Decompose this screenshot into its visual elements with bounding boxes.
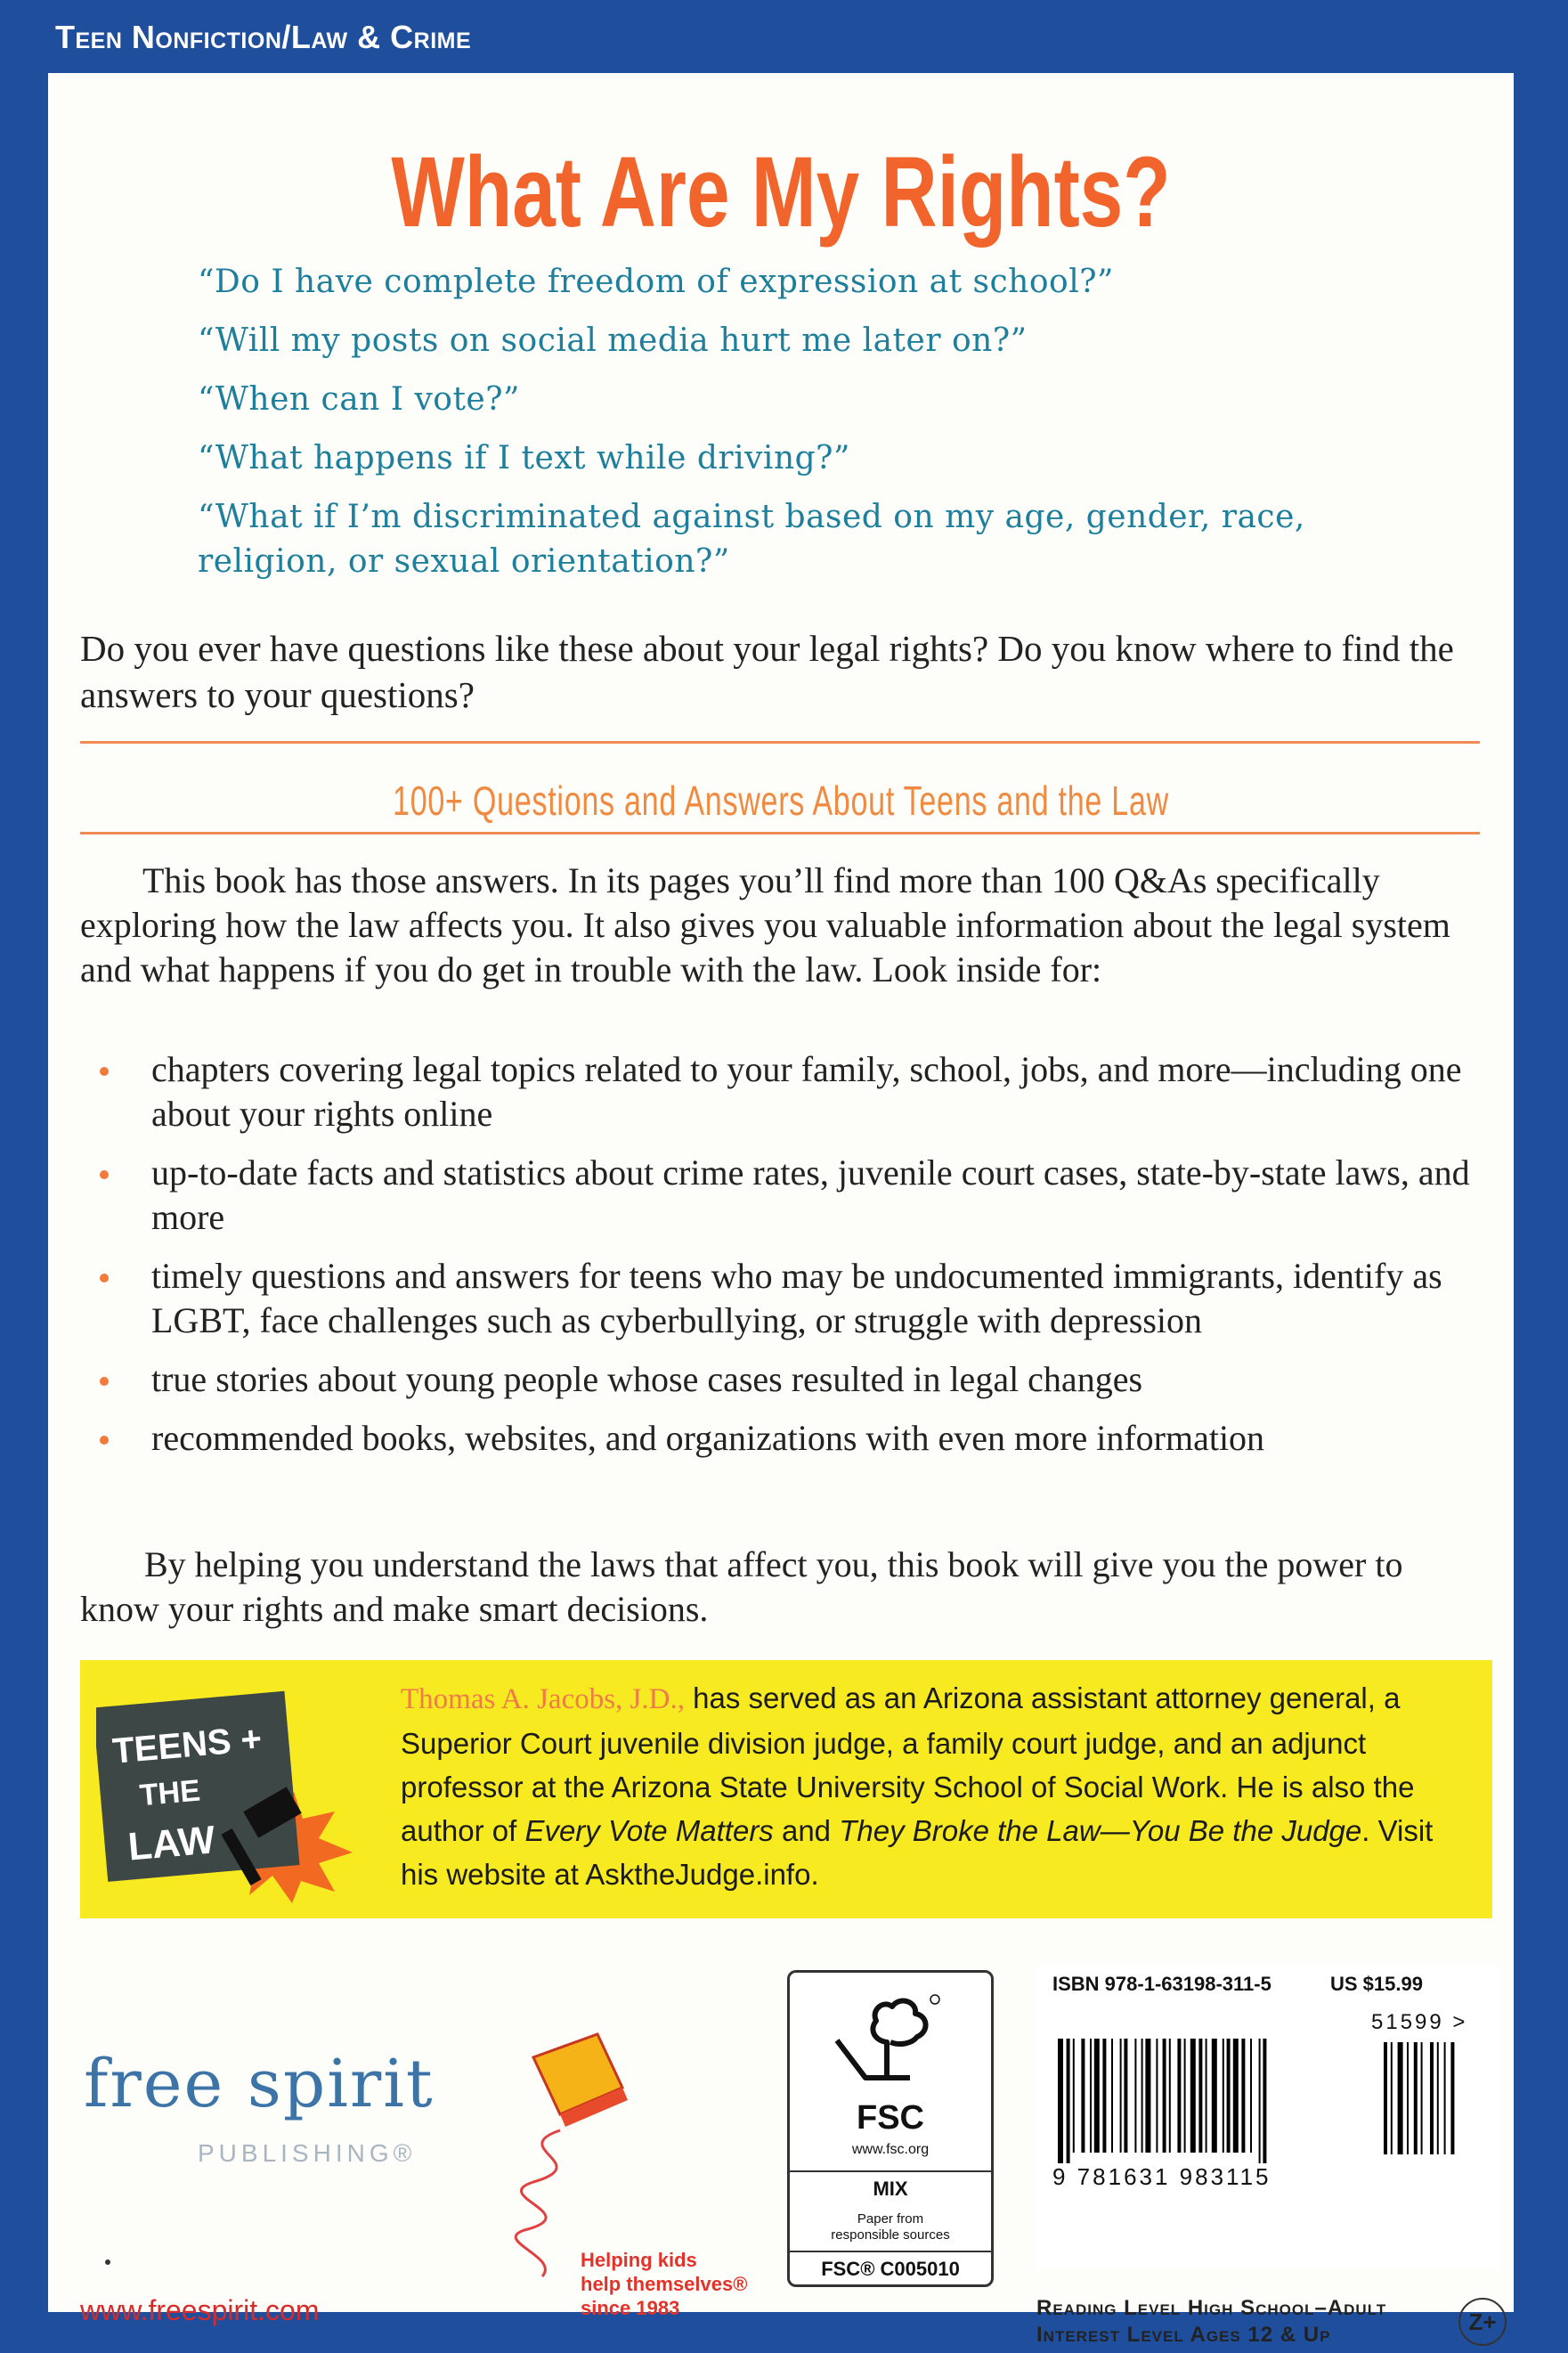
list-item	[80, 1151, 1487, 1240]
barcode-bar	[1430, 2042, 1434, 2154]
price: US $15.99	[1330, 1973, 1423, 1995]
barcode-bar	[1241, 2039, 1245, 2153]
subtitle: 100+ Questions and Answers About Teens and the Law	[393, 778, 1169, 824]
teens-law-badge-icon	[96, 1685, 363, 1903]
barcode-bar	[1206, 2039, 1207, 2153]
barcode-bar	[1223, 2039, 1224, 2153]
divider-top	[80, 741, 1480, 744]
barcode-bar	[1090, 2039, 1092, 2153]
barcode-bar	[1120, 2039, 1122, 2153]
barcode-bar	[1067, 2039, 1070, 2163]
barcode-bar	[1141, 2039, 1143, 2153]
barcode-bar	[1384, 2042, 1387, 2154]
website-link[interactable]: www.freespirit.com	[80, 2294, 320, 2326]
barcode-bar	[1233, 2039, 1239, 2153]
list-item	[80, 1416, 1487, 1461]
barcode-bar	[1184, 2039, 1186, 2153]
list-item	[80, 1254, 1487, 1343]
barcode-bar	[1407, 2042, 1409, 2154]
barcode-bar	[1134, 2039, 1136, 2153]
page-title: What Are My Rights?	[391, 136, 1171, 248]
barcode-bar	[1163, 2039, 1166, 2153]
barcode-bars-addon	[1384, 2042, 1454, 2154]
isbn-number: ISBN 978-1-63198-311-5	[1052, 1973, 1271, 1995]
barcode-digits: 9 781631 983115	[1052, 2163, 1271, 2190]
book-title: Every Vote Matters	[524, 1814, 774, 1847]
category-label: Teen Nonfiction/Law & Crime	[55, 19, 472, 55]
barcode-bar	[1190, 2039, 1196, 2153]
barcode-bar	[1391, 2042, 1393, 2154]
reading-level: Reading Level High School–Adult Interest Level Ages 12 & Up	[1036, 2296, 1387, 2347]
bullet-icon	[100, 1274, 109, 1282]
publisher-sub: PUBLISHING®	[198, 2139, 417, 2167]
question-item: “What if I’m discriminated against based on my age, gender, race, religion, or sexual orientation?”	[198, 499, 1305, 580]
badge-line2: THE	[138, 1773, 202, 1813]
barcode-bar	[1073, 2039, 1075, 2153]
barcode-bars-main	[1058, 2039, 1266, 2163]
list-item-text: up-to-date facts and statistics about crime rates, juvenile court cases, state-by-state laws, and more	[151, 1152, 1470, 1237]
author-box	[80, 1660, 1492, 1918]
barcode-bar	[1156, 2039, 1158, 2153]
badge-line3: LAW	[126, 1818, 217, 1869]
barcode-bar	[1177, 2039, 1181, 2153]
question-item: “When can I vote?”	[198, 381, 520, 418]
bullet-icon	[100, 1170, 109, 1179]
barcode-bar	[1437, 2042, 1439, 2154]
body-paragraph: This book has those answers. In its pages you’ll find more than 100 Q&As specifically exploring how the law affects you. It also gives you valuable information about the legal system and what happens if you do get in trouble with the law. Look inside for:	[80, 860, 1450, 989]
list-item-text: timely questions and answers for teens who may be undocumented immigrants, identify as LGBT, face challenges such as cyberbullying, or struggle with depression	[151, 1256, 1442, 1340]
barcode-bar	[1250, 2039, 1252, 2153]
tagline: Helping kids help themselves® since 1983	[581, 2249, 748, 2319]
barcode-bar	[1094, 2039, 1100, 2153]
bullet-icon	[100, 1377, 109, 1386]
divider-bottom	[80, 832, 1480, 835]
z-badge: Z+	[1458, 2298, 1507, 2346]
author-name: Thomas A. Jacobs, J.D.,	[401, 1683, 685, 1715]
list-item	[80, 1047, 1487, 1136]
barcode-bar	[1124, 2039, 1127, 2153]
list-item-text: chapters covering legal topics related to your family, school, jobs, and more—including one about your rights online	[151, 1049, 1462, 1134]
barcode-addon-digits: 51599 >	[1371, 2010, 1468, 2034]
publisher-logo: free spirit	[84, 2046, 435, 2122]
barcode-bar	[1212, 2039, 1217, 2153]
barcode-bar	[1227, 2039, 1231, 2153]
fsc-tree-icon	[830, 1989, 946, 2096]
barcode-bar	[1145, 2039, 1150, 2153]
fsc-certification: FSC www.fsc.org MIX Paper from responsible sources FSC® C005010	[787, 1970, 994, 2287]
barcode-bar	[1058, 2039, 1063, 2163]
barcode-bar	[1259, 2039, 1261, 2163]
question-item: “What happens if I text while driving?”	[198, 440, 850, 476]
barcode-bar	[1444, 2042, 1446, 2154]
content-panel	[48, 73, 1514, 2347]
list-item-text: true stories about young people whose cases resulted in legal changes	[151, 1359, 1143, 1399]
intro-paragraph: Do you ever have questions like these about your legal rights? Do you know where to find the answers to your questions?	[80, 628, 1454, 715]
barcode-bar	[1081, 2039, 1085, 2153]
barcode-bar	[1263, 2039, 1266, 2163]
barcode-bar	[1414, 2042, 1418, 2154]
barcode-bar	[1169, 2039, 1171, 2153]
list-item	[80, 1357, 1487, 1402]
question-item: “Will my posts on social media hurt me later on?”	[198, 322, 1028, 359]
barcode-bar	[1421, 2042, 1423, 2154]
badge-line1: TEENS +	[110, 1719, 264, 1771]
bullet-icon	[100, 1067, 109, 1076]
barcode-bar	[1398, 2042, 1403, 2154]
closing-paragraph: By helping you understand the laws that affect you, this book will give you the power to know your rights and make smart decisions.	[80, 1544, 1403, 1629]
question-item: “Do I have complete freedom of expression at school?”	[198, 264, 1114, 300]
bullet-icon	[100, 1436, 109, 1445]
list-item-text: recommended books, websites, and organizations with even more information	[151, 1418, 1265, 1458]
author-bio: Thomas A. Jacobs, J.D., has served as an Arizona assistant attorney general, a Superior Court juvenile division judge, a family court judge, and an adjunct professor at the Arizona State University School of Social Work. He is also the author of Every Vote Matters and They Broke the Law—You Be the Judge. Visit his website at AsktheJudge.info.	[401, 1681, 1434, 1891]
isbn-barcode	[1036, 1966, 1499, 2268]
question-list	[198, 260, 1409, 598]
feature-list	[80, 1047, 1487, 1475]
barcode-bar	[1102, 2039, 1106, 2153]
barcode-bar	[1198, 2039, 1202, 2153]
dot-mark	[105, 2259, 110, 2265]
book-title: They Broke the Law—You Be the Judge	[839, 1814, 1362, 1847]
barcode-bar	[1450, 2042, 1454, 2154]
barcode-bar	[1111, 2039, 1113, 2153]
